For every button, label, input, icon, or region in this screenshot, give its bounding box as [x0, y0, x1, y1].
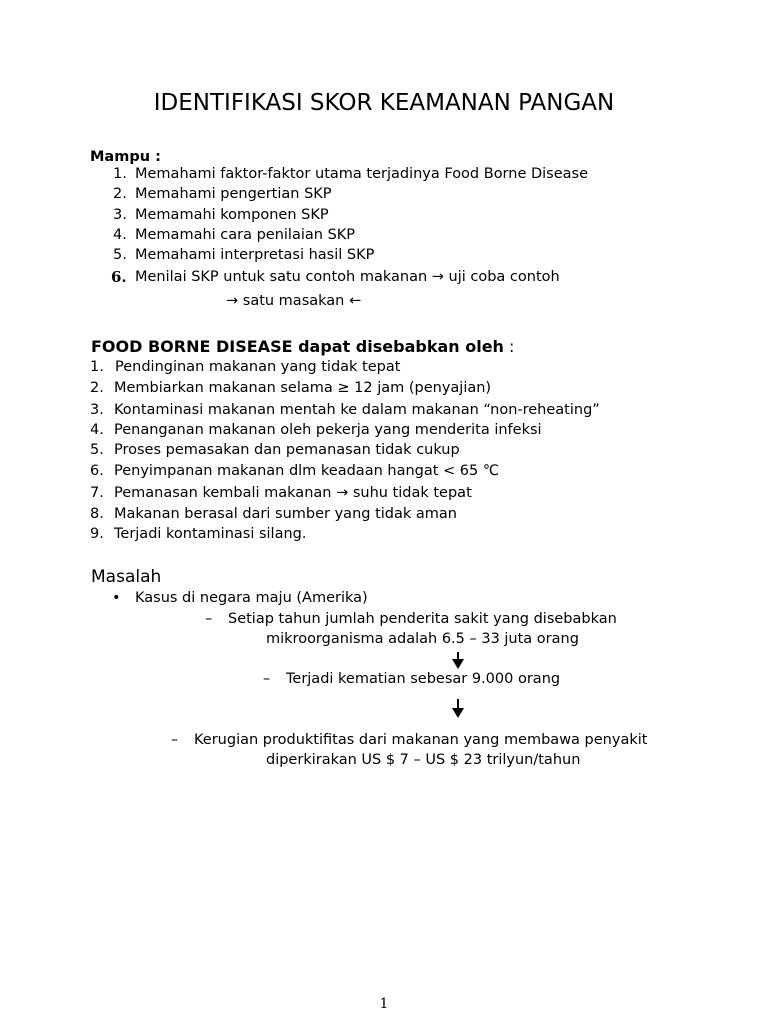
list-item-text: Memamahi cara penilaian SKP [135, 227, 356, 243]
list-item-text: Makanan berasal dari sumber yang tidak aman [114, 506, 457, 522]
list-item-text: Penyimpanan makanan dlm keadaan hangat < 65 ℃ [114, 463, 500, 479]
list-item: 6. [90, 463, 104, 479]
list-item-text: Menilai SKP untuk satu contoh makanan → uji coba contoh [135, 269, 560, 285]
list-item: 5. [90, 442, 104, 458]
dash: – [171, 732, 179, 748]
list-item: 1. [113, 166, 127, 182]
list-item-text: Penanganan makanan oleh pekerja yang menderita infeksi [114, 422, 542, 438]
point3-line2: diperkirakan US $ 7 – US $ 23 trilyun/tahun [266, 752, 581, 768]
list-item-text: Memahami interpretasi hasil SKP [135, 247, 375, 263]
list-item-text: Memahami pengertian SKP [135, 186, 332, 202]
list-item: 8. [90, 506, 104, 522]
list-item-text: Memahami faktor-faktor utama terjadinya Food Borne Disease [135, 166, 589, 182]
bullet: • [112, 590, 121, 606]
case-text: Kasus di negara maju (Amerika) [135, 590, 368, 606]
list-item: 6. [111, 268, 127, 286]
dash: – [205, 611, 213, 627]
list-item-text: Membiarkan makanan selama ≥ 12 jam (penyajian) [114, 380, 492, 396]
arrow-down-icon [452, 659, 464, 669]
list-item: 2. [90, 380, 104, 396]
list-item-text: Memamahi komponen SKP [135, 207, 329, 223]
point1-line1: Setiap tahun jumlah penderita sakit yang disebabkan [228, 611, 617, 627]
fbd-heading: FOOD BORNE DISEASE dapat disebabkan oleh : [91, 337, 515, 356]
list-item-text: Pendinginan makanan yang tidak tepat [115, 359, 401, 375]
page-title: IDENTIFIKASI SKOR KEAMANAN PANGAN [153, 90, 615, 116]
list-item-continuation: → satu masakan ← [226, 293, 362, 309]
page-number: 1 [379, 996, 389, 1012]
list-item: 5. [113, 247, 127, 263]
list-item: 3. [90, 402, 104, 418]
mampu-label: Mampu : [90, 149, 161, 165]
point3-line1: Kerugian produktifitas dari makanan yang membawa penyakit [194, 732, 648, 748]
masalah-heading: Masalah [91, 567, 162, 587]
list-item: 4. [113, 227, 127, 243]
list-item: 4. [90, 422, 104, 438]
list-item-text: Pemanasan kembali makanan → suhu tidak tepat [114, 485, 472, 501]
list-item: 2. [113, 186, 127, 202]
arrow-down-icon [452, 708, 464, 718]
list-item: 1. [90, 359, 104, 375]
list-item-text: Terjadi kontaminasi silang. [114, 526, 307, 542]
list-item-text: Proses pemasakan dan pemanasan tidak cukup [114, 442, 460, 458]
list-item: 3. [113, 207, 127, 223]
list-item: 7. [90, 485, 104, 501]
list-item-text: Kontaminasi makanan mentah ke dalam makanan “non-reheating” [114, 402, 600, 418]
point1-line2: mikroorganisma adalah 6.5 – 33 juta orang [266, 631, 579, 647]
point2: Terjadi kematian sebesar 9.000 orang [286, 671, 561, 687]
list-item: 9. [90, 526, 104, 542]
dash: – [263, 671, 271, 687]
